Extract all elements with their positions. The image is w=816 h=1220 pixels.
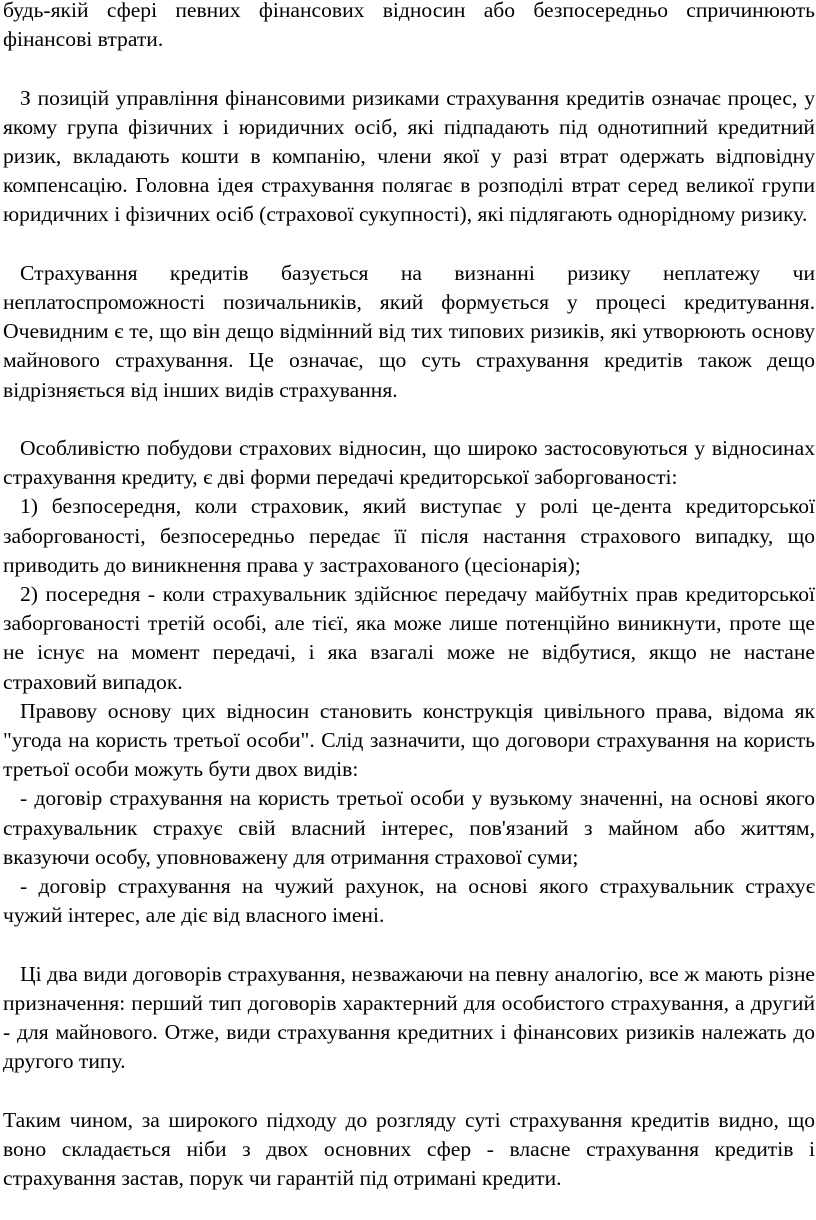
paragraph-transfer-forms: Особливістю побудови страхових відносин, що широко застосовуються у відносинах страхування кредиту, є дві форми передачі кредиторської заборгованості:	[3, 436, 815, 490]
paragraph-two-types: Ці два види договорів страхування, незважаючи на певну аналогію, все ж мають різне призначення: перший тип договорів характерний для особистого страхування, а другий - для майнового. Отже, види страхування кредитних і фінансових ризиків належать до другого типу.	[3, 961, 815, 1074]
paragraph-conclusion: Таким чином, за широкого підходу до розгляду суті страхування кредитів видно, що воно складається ніби з двох основних сфер - власне страхування кредитів і страхування застав, порук чи гарантій під отримані кредити.	[3, 1107, 815, 1191]
list-item-direct: 1) безпосередня, коли страховик, який виступає у ролі це-дента кредиторської заборгованості, безпосередньо передає її після настання страхового випадку, що приводить до виникнення права у застрахованого (цесіонарія);	[3, 494, 815, 577]
paragraph-risk-management: З позицій управління фінансовими ризиками страхування кредитів означає процес, у якому група фізичних і юридичних осіб, які підпадають під однотипний кредитний ризик, вкладають кошти в компанію, члени якої у разі втрат одержать відповідну компенсацію. Головна ідея страхування полягає в розподілі втрат серед великої групи юридичних і фізичних осіб (страхової сукупності), які підлягають однорідному ризику.	[3, 85, 815, 227]
list-item-foreign-account: - договір страхування на чужий рахунок, на основі якого страхувальник страхує чужий інтерес, але діє від власного імені.	[3, 874, 815, 928]
list-item-indirect: 2) посередня - коли страхувальник здійснює передачу майбутніх прав кредиторської заборгованості третій особі, але тієї, яка може лише потенційно виникнути, проте ще не існує на момент передачі, і яка взагалі може не відбутися, якщо не настане страховий випадок.	[3, 582, 815, 694]
paragraph-legal-basis: Правову основу цих відносин становить конструкція цивільного права, відома як "угода на користь третьої особи". Слід зазначити, що договори страхування на користь третьої особи можуть бути двох видів:	[3, 698, 815, 782]
paragraph-credit-insurance-basis: Страхування кредитів базується на визнанні ризику неплатежу чи неплатоспроможності позичальників, який формується у процесі кредитування. Очевидним є те, що він дещо відмінний від тих типових ризиків, які утворюють основу майнового страхування. Це означає, що суть страхування кредитів також дещо відрізняється від інших видів страхування.	[3, 260, 815, 402]
list-item-narrow-sense: - договір страхування на користь третьої особи у вузькому значенні, на основі якого страхувальник страхує свій власний інтерес, пов'язаний з майном або життям, вказуючи особу, уповноважену для отримання страхової суми;	[3, 786, 815, 869]
paragraph-continuation: будь-якій сфері певних фінансових відносин або безпосередньо спричинюють фінансові втрати.	[3, 0, 815, 52]
